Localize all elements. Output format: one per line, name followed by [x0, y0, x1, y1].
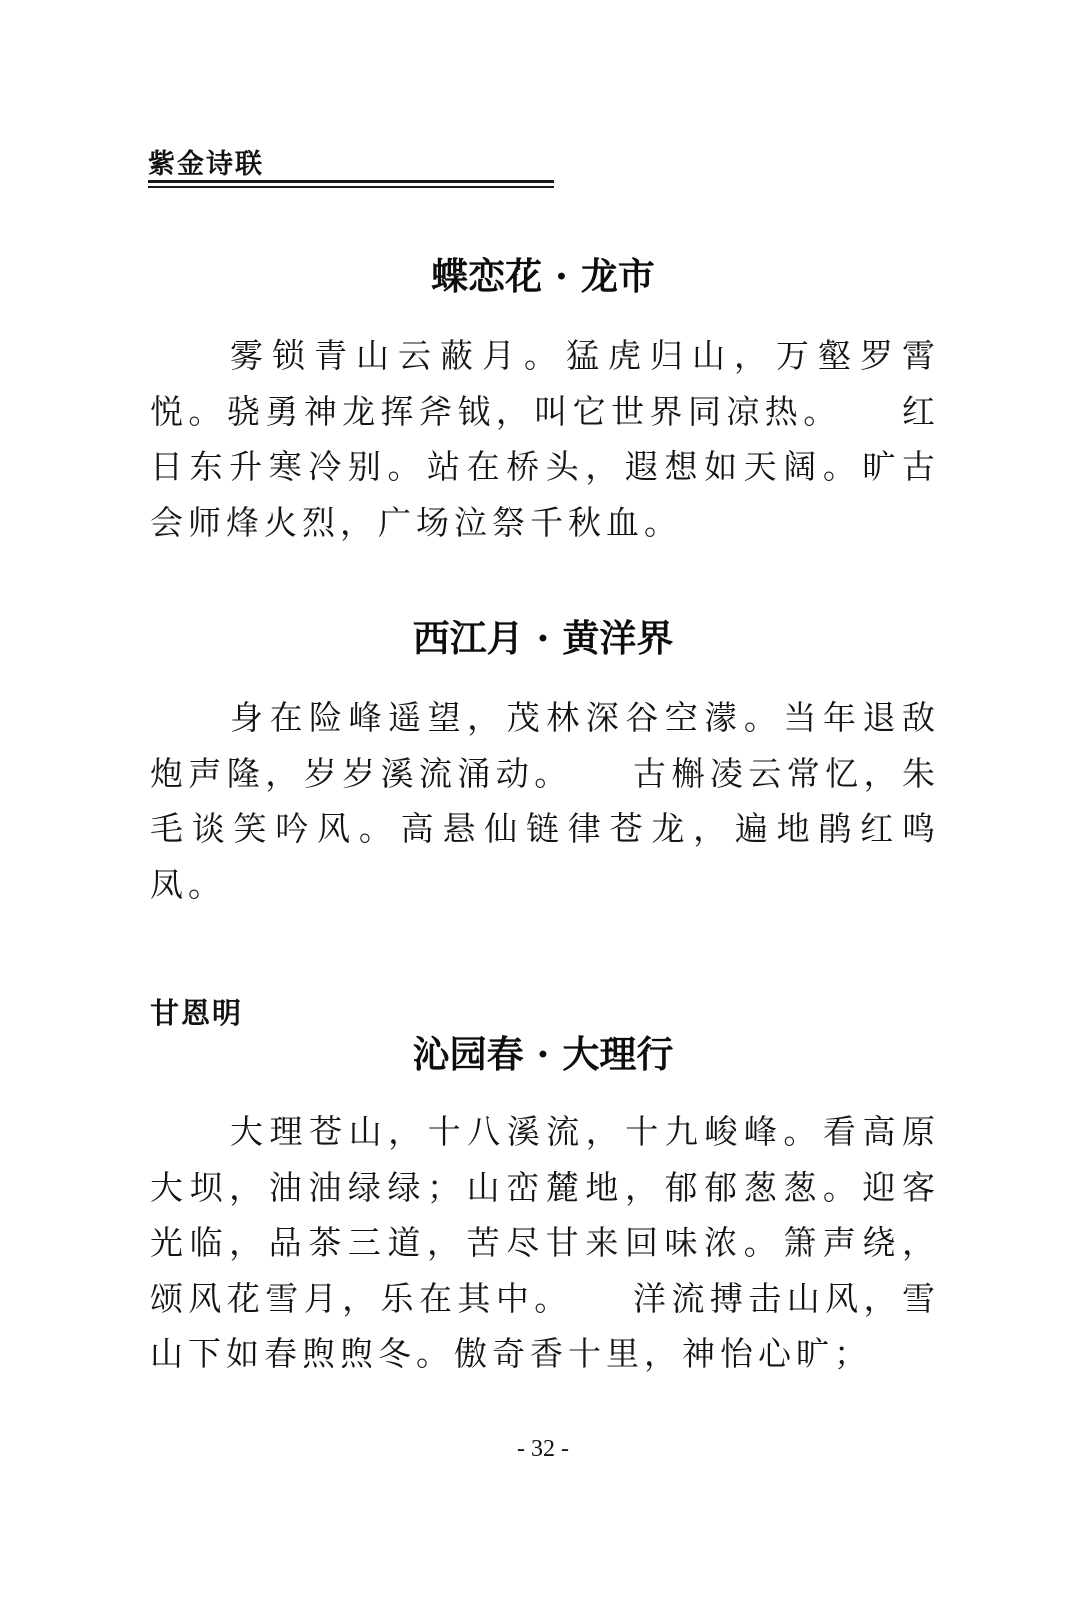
- header-rule-thin: [148, 186, 554, 188]
- running-header-title: 紫金诗联: [148, 149, 264, 180]
- poem-body-3: 大理苍山，十八溪流，十九峻峰。看高原大坝，油油绿绿；山峦麓地，郁郁葱葱。迎客光临，品茶三道，苦尽甘来回味浓。箫声绕，颂风花雪月，乐在其中。 洋流搏击山风，雪山下如春煦煦冬。傲奇香十里，神怡心旷；: [150, 1112, 940, 1373]
- poem-body-2: 身在险峰遥望，茂林深谷空濛。当年退敌炮声隆，岁岁溪流涌动。 古槲凌云常忆，朱毛谈笑吟风。高悬仙链律苍龙，遍地鹃红鸣凤。: [150, 698, 940, 904]
- header-rule-thick: [148, 180, 554, 183]
- poem-title-2: 西江月 · 黄洋界: [412, 616, 674, 660]
- page-number: - 32 -: [517, 1436, 569, 1462]
- poem-title-1: 蝶恋花 · 龙市: [431, 254, 655, 298]
- poem-body-1: 雾锁青山云蔽月。猛虎归山，万壑罗霄悦。骁勇神龙挥斧钺，叫它世界同凉热。 红日东升寒冷别。站在桥头，遐想如天阔。旷古会师烽火烈，广场泣祭千秋血。: [150, 336, 940, 542]
- running-header: [148, 148, 554, 192]
- poem-title-3: 沁园春 · 大理行: [412, 1032, 674, 1076]
- author-name: 甘恩明: [150, 996, 244, 1030]
